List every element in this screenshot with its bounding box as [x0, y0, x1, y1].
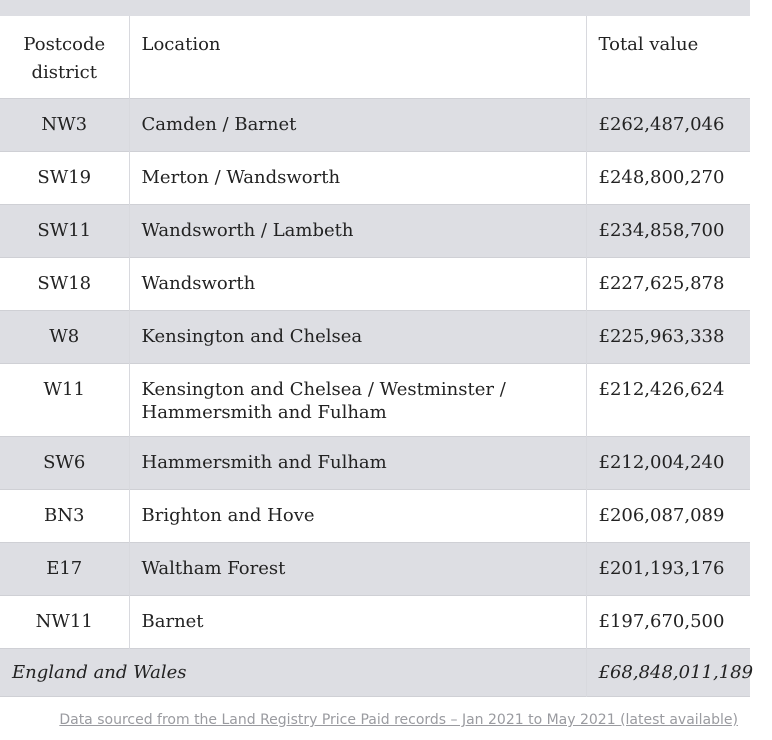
location-cell: Barnet [129, 595, 586, 648]
postcode-value-table [0, 16, 754, 697]
table-row [0, 151, 750, 204]
total-value-cell: £234,858,700 [598, 219, 725, 241]
postcode-cell: SW19 [0, 151, 129, 204]
postcode-cell: SW11 [0, 204, 129, 257]
header-location: Location [129, 16, 586, 98]
header-total-value: Total value [598, 34, 699, 55]
top-strip [0, 0, 750, 16]
location-cell: Wandsworth [129, 257, 586, 310]
table-footer-row [0, 648, 750, 696]
table-row [0, 310, 750, 363]
table-row [0, 542, 750, 595]
total-value-cell: £206,087,089 [598, 504, 725, 526]
table-row [0, 436, 750, 489]
postcode-cell: SW6 [0, 436, 129, 489]
total-value-cell: £197,670,500 [598, 610, 725, 632]
total-value-cell: £225,963,338 [598, 325, 725, 347]
table-row [0, 489, 750, 542]
postcode-cell: BN3 [0, 489, 129, 542]
footer-label: England and Wales [12, 661, 187, 683]
location-cell: Waltham Forest [129, 542, 586, 595]
total-value-cell: £212,426,624 [598, 378, 725, 400]
postcode-cell: SW18 [0, 257, 129, 310]
total-value-cell: £227,625,878 [598, 272, 725, 294]
total-value-cell: £248,800,270 [598, 166, 725, 188]
total-value-cell: £201,193,176 [598, 557, 725, 579]
total-value-cell: £212,004,240 [598, 451, 725, 473]
postcode-cell: W8 [0, 310, 129, 363]
data-source-link[interactable]: Data sourced from the Land Registry Price Paid records – Jan 2021 to May 2021 (latest available) [59, 712, 738, 728]
header-postcode-district: Postcode district [0, 16, 129, 98]
scrollbar-track[interactable] [750, 0, 772, 740]
table-row [0, 595, 750, 648]
postcode-cell: E17 [0, 542, 129, 595]
postcode-cell: NW11 [0, 595, 129, 648]
table-header-row [0, 16, 750, 98]
location-cell: Wandsworth / Lambeth [129, 204, 586, 257]
table-row [0, 257, 750, 310]
location-cell: Merton / Wandsworth [129, 151, 586, 204]
location-cell: Camden / Barnet [129, 98, 586, 151]
location-cell: Kensington and Chelsea / Westminster / Hammersmith and Fulham [129, 363, 586, 436]
table-row [0, 363, 750, 436]
postcode-cell: NW3 [0, 98, 129, 151]
footer-total-value: £68,848,011,189 [586, 648, 750, 696]
postcode-cell: W11 [0, 363, 129, 436]
location-cell: Kensington and Chelsea [129, 310, 586, 363]
location-cell: Brighton and Hove [129, 489, 586, 542]
table-row [0, 204, 750, 257]
total-value-cell: £262,487,046 [598, 113, 725, 135]
location-cell: Hammersmith and Fulham [129, 436, 586, 489]
table-row [0, 98, 750, 151]
